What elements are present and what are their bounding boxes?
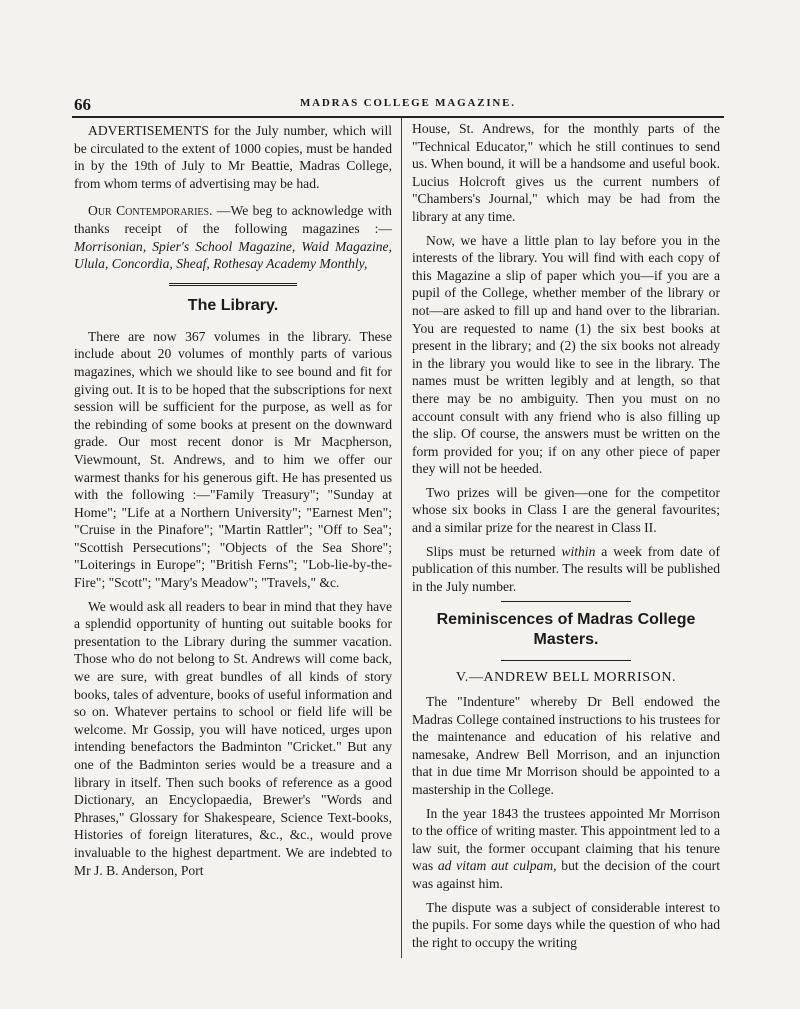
contemporaries-list: Morrisonian, Spier's School Magazine, Waid Magazine, Ulula, Concordia, Sheaf, Rothesay Academy Monthly,: [74, 238, 392, 272]
title-rule: [501, 660, 631, 661]
library-title: The Library.: [187, 296, 279, 314]
page-number: 66: [74, 95, 91, 114]
header-rule: [72, 116, 724, 118]
rem2-text-b: but the decision of the court was against him.: [412, 858, 720, 891]
column-divider: [401, 118, 402, 958]
left-column: [74, 122, 392, 885]
reminiscences-paragraph-1: The "Indenture" whereby Dr Bell endowed the Madras College contained instructions to his trustees for the maintenance and education of his relative and namesake, Andrew Bell Morrison, and an injunction that in due time Mr Morrison should be appointed to a mastership in the College.: [412, 694, 720, 797]
advertisements-paragraph: ADVERTISEMENTS for the July number, which will be circulated to the extent of 1000 copies, must be handed in by the 19th of July to Mr Beattie, Madras College, from whom terms of advertising may be had.: [74, 123, 392, 191]
reminiscences-paragraph-2: [412, 805, 720, 893]
prizes-paragraph: Two prizes will be given—one for the competitor whose six books in Class I are the general favourites; and a similar prize for the nearest in Class II.: [412, 484, 720, 536]
slips-paragraph: [412, 543, 720, 596]
running-title: MADRAS COLLEGE MAGAZINE.: [300, 97, 516, 109]
rem2-text-a: In the year 1843 the trustees appointed Mr Morrison to the office of writing master. This appointment led to a law suit, the former occupant claiming that his tenure was: [412, 805, 720, 874]
rem2-emphasis: ad vitam aut culpam,: [437, 858, 557, 874]
section-rule: [169, 283, 297, 286]
contemporaries-text: —We beg to acknowledge with thanks receipt of the following magazines :—: [74, 203, 392, 236]
article-subhead: V.—ANDREW BELL MORRISON.: [455, 670, 677, 686]
right-column: [412, 120, 720, 957]
reminiscences-paragraph-3: The dispute was a subject of considerable interest to the pupils. For some days while the question of who had the right to occupy the writing: [412, 899, 720, 950]
plan-paragraph: Now, we have a little plan to lay before you in the interests of the library. You will find with each copy of this Magazine a slip of paper which you—if you are a pupil of the College, whether member of the library or not—are asked to fill up and hand over to the librarian. You are requested to name (1) the six best books at present in the library; and (2) the six books not already in the library you would like to see in the library. The names must be written legibly and at length, so that there may be no ambiguity. Then you must on no account consult with any friend who is also filling up the slip. Of course, the answers must be written on the form provided for you; if on any other piece of paper they will not be heeded.: [412, 232, 720, 477]
contemporaries-lead: Our Contemporaries.: [88, 203, 213, 219]
continued-paragraph: House, St. Andrews, for the monthly parts of the "Technical Educator," which he still continues to send us. When bound, it will be a handsome and useful book. Lucius Holcroft gives us the current numbers of "Chambers's Journal," which may be had from the library at any time.: [412, 121, 720, 224]
library-paragraph-1: There are now 367 volumes in the library. These include about 20 volumes of monthly parts of various magazines, which we should like to see bound and fit for giving out. It is to be hoped that the subscriptions for next session will be sufficient for the purpose, as well as for the rebinding of some books at present on the downward grade. Our most recent donor is Mr Macpherson, Viewmount, St. Andrews, and to him we offer our warmest thanks for his generous gift. He has presented us with the following :—"Family Treasury"; "Sunday at Home"; "Life at a Northern University"; "Earnest Men"; "Cruise in the Pinafore"; "Martin Rattler"; "Off to Sea"; "Scottish Persecutions"; "Objects of the Sea Shore"; "Loiterings in Europe"; "British Ferns"; "Lob-lie-by-the-Fire"; "Scott"; "Mary's Meadow"; "Travels," &c.: [74, 328, 392, 591]
slips-text-a: Slips must be returned: [426, 543, 562, 559]
slips-emphasis: within: [561, 543, 596, 559]
slips-text-b: a week from date of publication of this number. The results will be published in the July number.: [412, 543, 720, 594]
reminiscences-title: Reminiscences of Madras College Masters.: [436, 611, 696, 649]
library-paragraph-2: We would ask all readers to bear in mind that they have a splendid opportunity of hunting out suitable books for presentation to the Library during the summer vacation. Those who do not belong to St. Andrews will come back, we are sure, with great bundles of all kinds of story books, tales of adventure, books of useful information and so on. Whatever pertains to school or field life will be welcome. Mr Gossip, you will have noticed, urges upon intending benefactors the Badminton "Cricket." But any one of the Badminton series would be a treasure and a library in itself. Then such books of reference as a good Dictionary, an Encyclopaedia, Brewer's "Words and Phrases," Glossary for Shakespeare, Science Text-books, Histories of foreign literatures, &c., &c., would prove invaluable to the highest department. We are indebted to Mr J. B. Anderson, Port: [74, 598, 392, 878]
contemporaries-paragraph: [74, 202, 392, 272]
section-rule-right: [501, 601, 631, 602]
